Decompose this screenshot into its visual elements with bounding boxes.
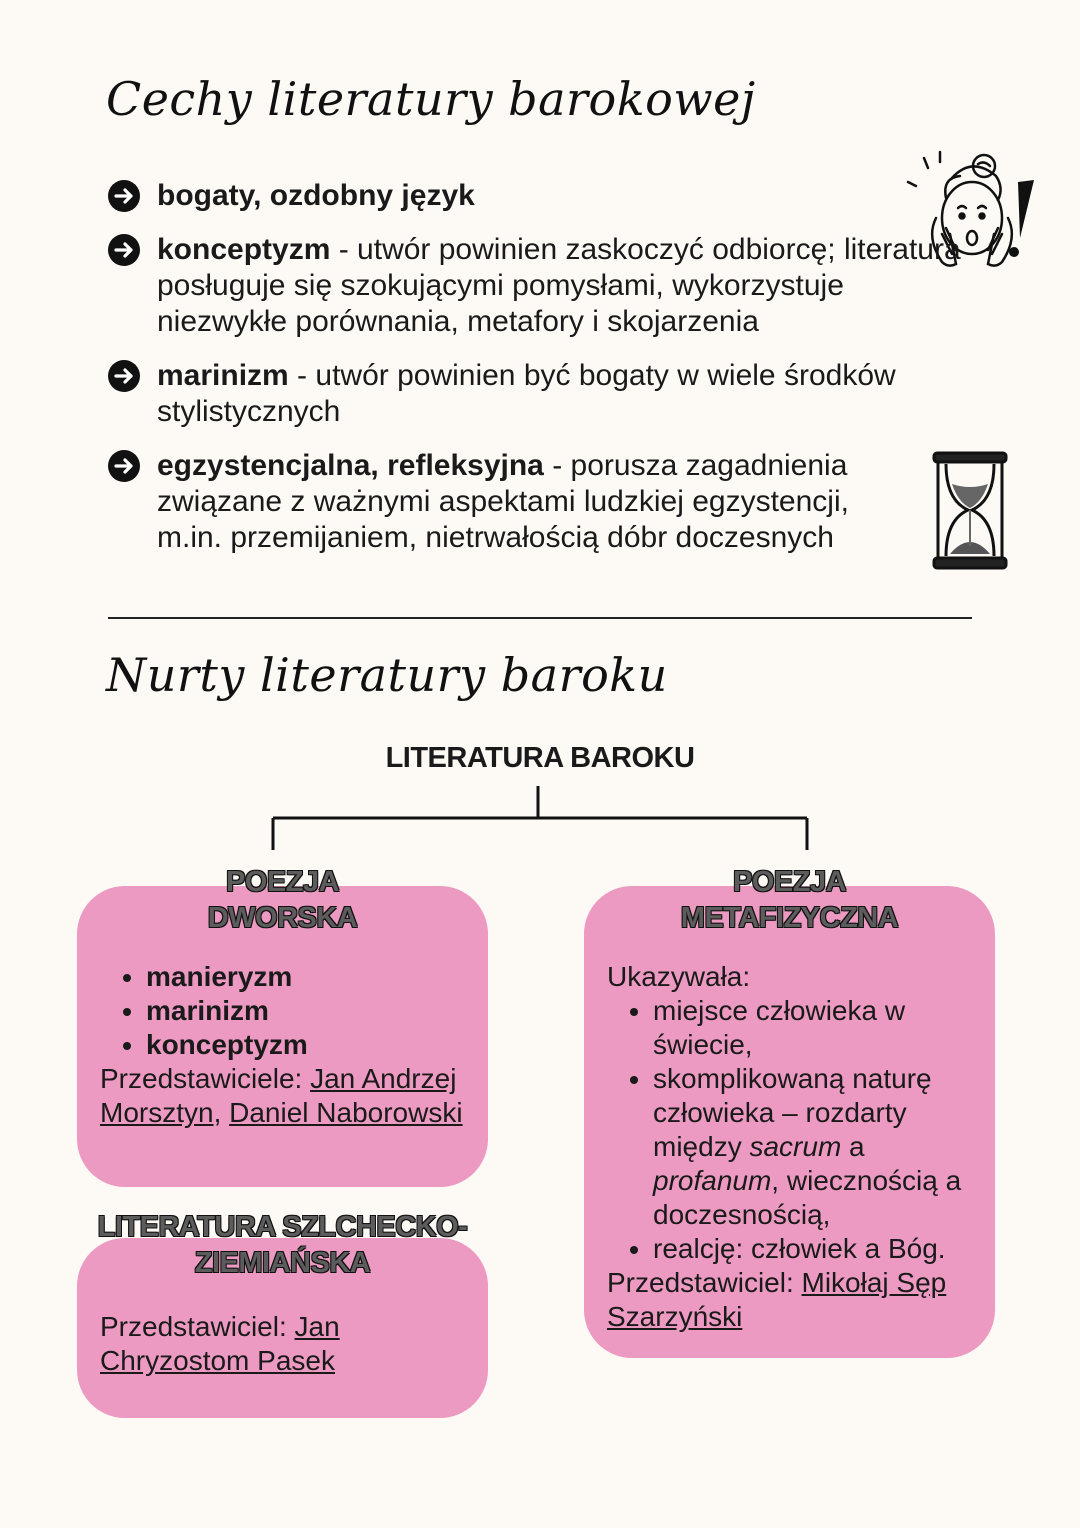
list-item <box>653 1062 977 1232</box>
term: konceptyzm <box>157 233 331 266</box>
box-title-dworska <box>77 864 488 936</box>
text-part: , wiecznością a doczesnością, <box>653 1165 962 1230</box>
box-body-szlachecka <box>100 1310 460 1378</box>
rep-label: Przedstawiciele: <box>100 1063 311 1094</box>
arrow-right-circle-icon <box>108 450 140 482</box>
title-line: POEZJA <box>732 866 847 898</box>
section-heading-trends: Nurty literatury baroku <box>106 648 668 702</box>
description: - utwór powinien być bogaty w wiele środków stylistycznych <box>157 359 896 428</box>
rep-label: Przedstawiciel: <box>607 1267 802 1298</box>
features-list <box>108 178 988 574</box>
description: - utwór powinien zaskoczyć odbiorcę; literatura posługuje się szokującymi pomysłami, wykorzystuje niezwykłe porównania, metafory i skojarzenia <box>157 233 961 338</box>
list-item: • marinizm <box>146 994 480 1028</box>
author-morsztyn: Jan Andrzej Morsztyn <box>100 1063 457 1128</box>
list-item: • konceptyzm <box>146 1028 480 1062</box>
title-line: ZIEMIAŃSKA <box>194 1247 371 1279</box>
hourglass-icon <box>930 450 1010 572</box>
box-body-metafizyczna <box>607 960 977 1334</box>
box-body-dworska <box>100 960 480 1130</box>
description: - porusza zagadnienia związane z ważnymi aspektami ludzkiej egzystencji, m.in. przemijaniem, nietrwałością dóbr doczesnych <box>157 449 849 554</box>
author-pasek: Jan Chryzostom Pasek <box>100 1311 340 1376</box>
list-item <box>108 232 988 340</box>
arrow-right-circle-icon <box>108 180 140 212</box>
list-item <box>108 448 988 556</box>
text-part: skomplikowaną naturę człowieka – rozdarty między <box>653 1063 932 1162</box>
list-item: • manieryzm <box>146 960 480 994</box>
tree-root-title: LITERATURA BAROKU <box>385 742 695 774</box>
list-item: • realcję: człowiek a Bóg. <box>653 1232 977 1266</box>
term: egzystencjalna, refleksyjna <box>157 449 544 482</box>
list-item <box>108 178 988 214</box>
author-szarzynski: Mikołaj Sęp Szarzyński <box>607 1267 947 1332</box>
intro-text: Ukazywała: <box>607 961 751 992</box>
text-italic: sacrum <box>749 1131 842 1162</box>
representatives <box>607 1266 977 1334</box>
title-line: LITERATURA SZLCHECKO- <box>97 1211 468 1243</box>
list-item: • miejsce człowieka w świecie, <box>653 994 977 1062</box>
text-part: a <box>841 1131 865 1162</box>
title-line: POEZJA <box>225 866 340 898</box>
arrow-right-circle-icon <box>108 360 140 392</box>
term: bogaty, ozdobny język <box>157 179 475 212</box>
tree-connector <box>270 786 810 852</box>
representatives <box>100 1062 480 1130</box>
author-naborowski: Daniel Naborowski <box>229 1097 463 1128</box>
section-divider <box>108 617 972 619</box>
arrow-right-circle-icon <box>108 234 140 266</box>
list-item <box>108 358 988 430</box>
term: marinizm <box>157 359 289 392</box>
box-title-metafizyczna <box>584 864 995 936</box>
text-italic: profanum <box>653 1165 772 1196</box>
box-title-szlachecka <box>60 1209 505 1281</box>
section-heading-features: Cechy literatury barokowej <box>106 72 756 126</box>
title-line: DWORSKA <box>207 902 358 934</box>
separator: , <box>213 1097 230 1128</box>
representatives <box>100 1310 460 1378</box>
rep-label: Przedstawiciel: <box>100 1311 295 1342</box>
title-line: METAFIZYCZNA <box>680 902 899 934</box>
